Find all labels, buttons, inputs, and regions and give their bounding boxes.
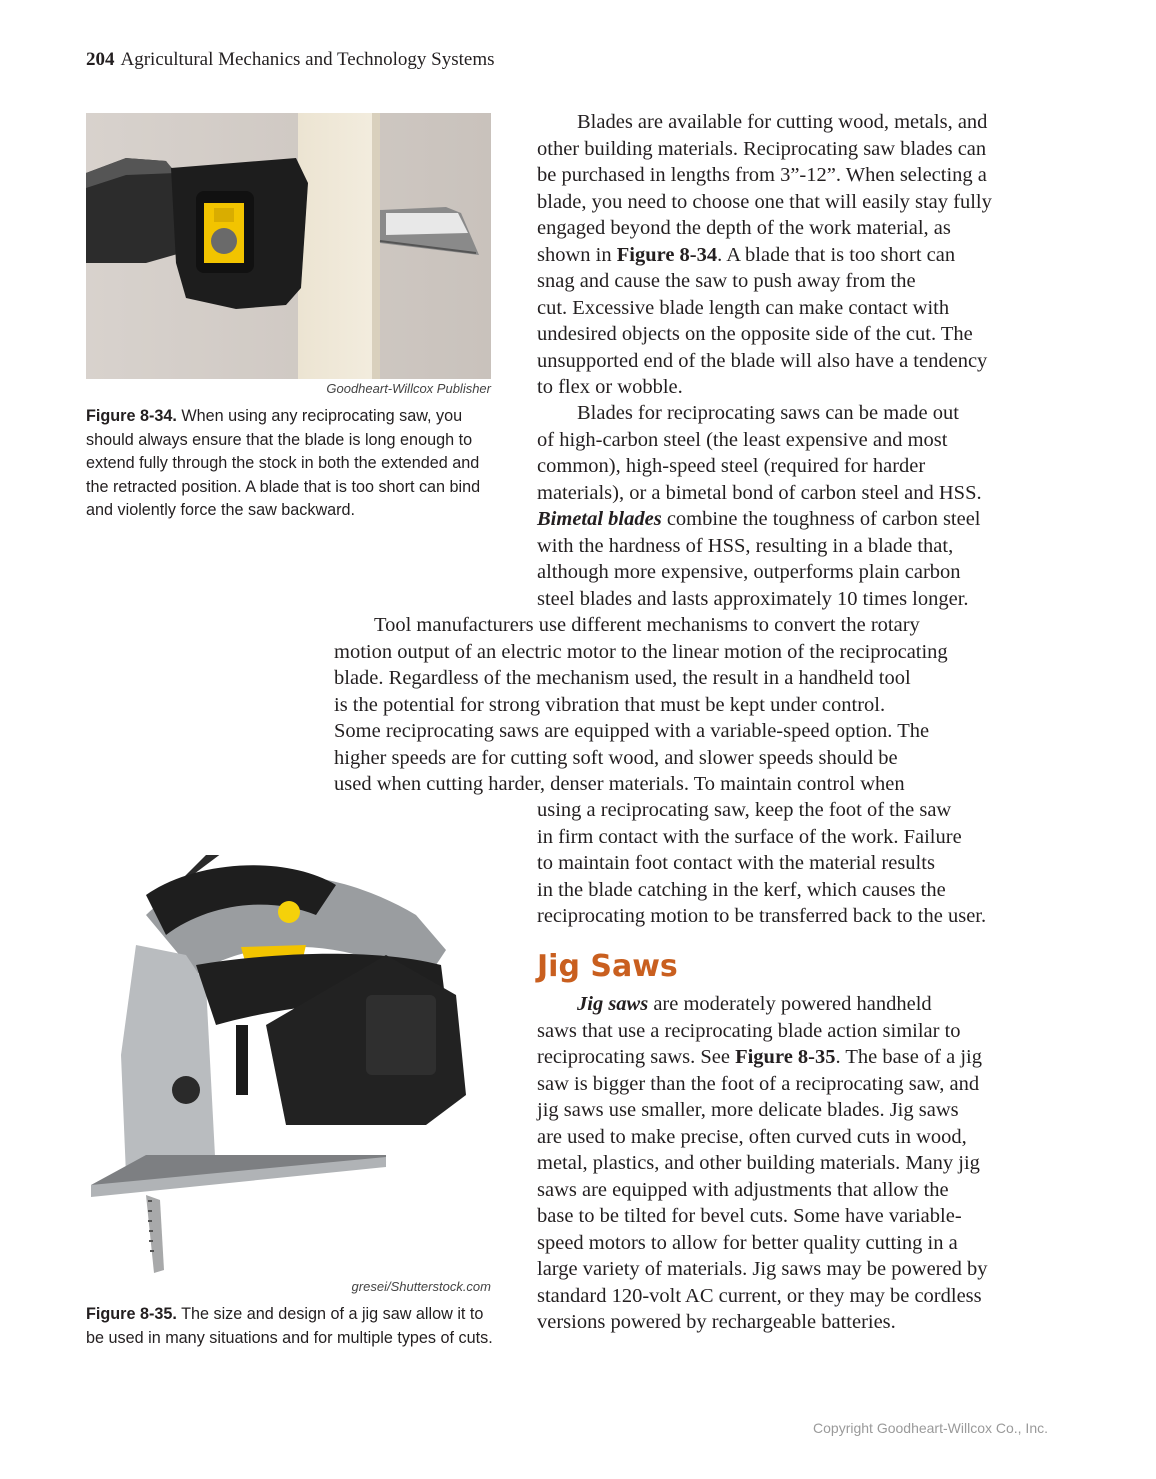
text-run: shown in	[537, 243, 617, 266]
text-line: although more expensive, outperforms plain carbon	[537, 561, 961, 583]
figure-8-35-credit: gresei/Shutterstock.com	[351, 1279, 491, 1294]
text-line: Tool manufacturers use different mechanisms to convert the rotary	[374, 614, 920, 636]
text-line: snag and cause the saw to push away from the	[537, 270, 916, 292]
text-line: metal, plastics, and other building materials. Many jig	[537, 1152, 980, 1174]
text-line: Some reciprocating saws are equipped with a variable-speed option. The	[334, 720, 930, 742]
paragraph-jig-saws	[537, 991, 987, 1336]
text-line: higher speeds are for cutting soft wood, and slower speeds should be	[334, 746, 898, 769]
text-line: base to be tilted for bevel cuts. Some have variable-	[537, 1205, 962, 1227]
text-line: jig saws use smaller, more delicate blades. Jig saws	[537, 1099, 959, 1121]
paragraph-blades-available	[537, 109, 992, 401]
figure-8-34-label: Figure 8-34.	[86, 407, 177, 425]
text-line: blade, you need to choose one that will easily stay fully	[537, 190, 992, 213]
text-line: used when cutting harder, denser materials. To maintain control when	[334, 773, 905, 795]
figure-8-35-photo	[86, 855, 491, 1275]
text-line: using a reciprocating saw, keep the foot of the saw	[537, 799, 952, 821]
jig-saw-illustration	[86, 855, 491, 1275]
text-line	[537, 1044, 987, 1071]
text-line: motion output of an electric motor to the linear motion of the reciprocating	[334, 640, 948, 663]
figure-8-34-credit: Goodheart-Willcox Publisher	[326, 381, 491, 396]
section-heading: Jig Saws	[537, 949, 678, 984]
text-run: are moderately powered handheld	[648, 993, 932, 1015]
text-line: saws are equipped with adjustments that allow the	[537, 1178, 949, 1201]
text-line: steel blades and lasts approximately 10 times longer.	[537, 587, 969, 610]
text-line: in firm contact with the surface of the work. Failure	[537, 825, 962, 848]
running-header	[86, 49, 495, 71]
key-term: Bimetal blades	[537, 508, 662, 530]
figure-8-34-caption-text: When using any reciprocating saw, you should always ensure that the blade is long enough to extend fully through the stock in both the extended and the retracted position. A blade that is too short can bind and violently force the saw backward.	[86, 407, 481, 519]
text-line: cut. Excessive blade length can make contact with	[537, 296, 950, 319]
figure-8-34-caption	[86, 405, 496, 523]
paragraph-blade-materials	[537, 400, 982, 612]
text-run: reciprocating saws. See	[537, 1046, 736, 1068]
text-line: other building materials. Reciprocating saw blades can	[537, 137, 987, 160]
figure-8-35-caption	[86, 1303, 496, 1350]
text-line: saw is bigger than the foot of a reciprocating saw, and	[537, 1072, 980, 1095]
reciprocating-saw-illustration	[86, 113, 491, 379]
paragraph-mechanisms-continued	[537, 797, 986, 930]
text-line: standard 120-volt AC current, or they may be cordless	[537, 1284, 982, 1307]
figure-reference: Figure 8-35	[735, 1046, 836, 1068]
text-line: to maintain foot contact with the material results	[537, 852, 935, 874]
text-line: is the potential for strong vibration that must be kept under control.	[334, 693, 886, 716]
figure-8-35-caption-text: The size and design of a jig saw allow it to be used in many situations and for multiple types of cuts.	[86, 1305, 493, 1347]
figure-8-35-label: Figure 8-35.	[86, 1305, 177, 1323]
text-line: of high-carbon steel (the least expensive and most	[537, 428, 948, 451]
figure-reference: Figure 8-34	[616, 243, 718, 266]
text-line	[537, 506, 982, 533]
text-line: large variety of materials. Jig saws may be powered by	[537, 1258, 988, 1280]
text-line: common), high-speed steel (required for harder	[537, 455, 926, 477]
text-line: saws that use a reciprocating blade action similar to	[537, 1019, 961, 1042]
text-line: reciprocating motion to be transferred back to the user.	[537, 905, 987, 927]
text-line: be purchased in lengths from 3”-12”. When selecting a	[537, 164, 987, 186]
text-line: versions powered by rechargeable batteries.	[537, 1311, 896, 1333]
copyright-notice: Copyright Goodheart-Willcox Co., Inc.	[813, 1420, 1048, 1436]
text-run: combine the toughness of carbon steel	[661, 508, 981, 530]
text-line: undesired objects on the opposite side of the cut. The	[537, 323, 973, 345]
text-line: to flex or wobble.	[537, 376, 683, 398]
text-line: Blades are available for cutting wood, metals, and	[577, 111, 988, 133]
book-title: Agricultural Mechanics and Technology Systems	[120, 49, 495, 70]
text-line: speed motors to allow for better quality cutting in a	[537, 1231, 958, 1254]
page-number: 204	[86, 49, 115, 70]
text-line: with the hardness of HSS, resulting in a blade that,	[537, 534, 954, 557]
text-line: Blades for reciprocating saws can be made out	[577, 402, 959, 424]
text-line	[537, 991, 987, 1018]
figure-8-34-photo	[86, 113, 491, 379]
text-line: are used to make precise, often curved cuts in wood,	[537, 1125, 967, 1148]
paragraph-mechanisms	[334, 612, 948, 798]
text-line: blade. Regardless of the mechanism used, the result in a handheld tool	[334, 667, 911, 689]
text-run: . The base of a jig	[835, 1046, 982, 1068]
text-line: unsupported end of the blade will also have a tendency	[537, 349, 988, 372]
key-term: Jig saws	[577, 993, 649, 1015]
text-line: in the blade catching in the kerf, which causes the	[537, 878, 946, 901]
text-line: materials), or a bimetal bond of carbon steel and HSS.	[537, 481, 982, 504]
text-line: engaged beyond the depth of the work material, as	[537, 217, 951, 239]
text-line	[537, 242, 992, 269]
text-run: . A blade that is too short can	[717, 243, 956, 266]
